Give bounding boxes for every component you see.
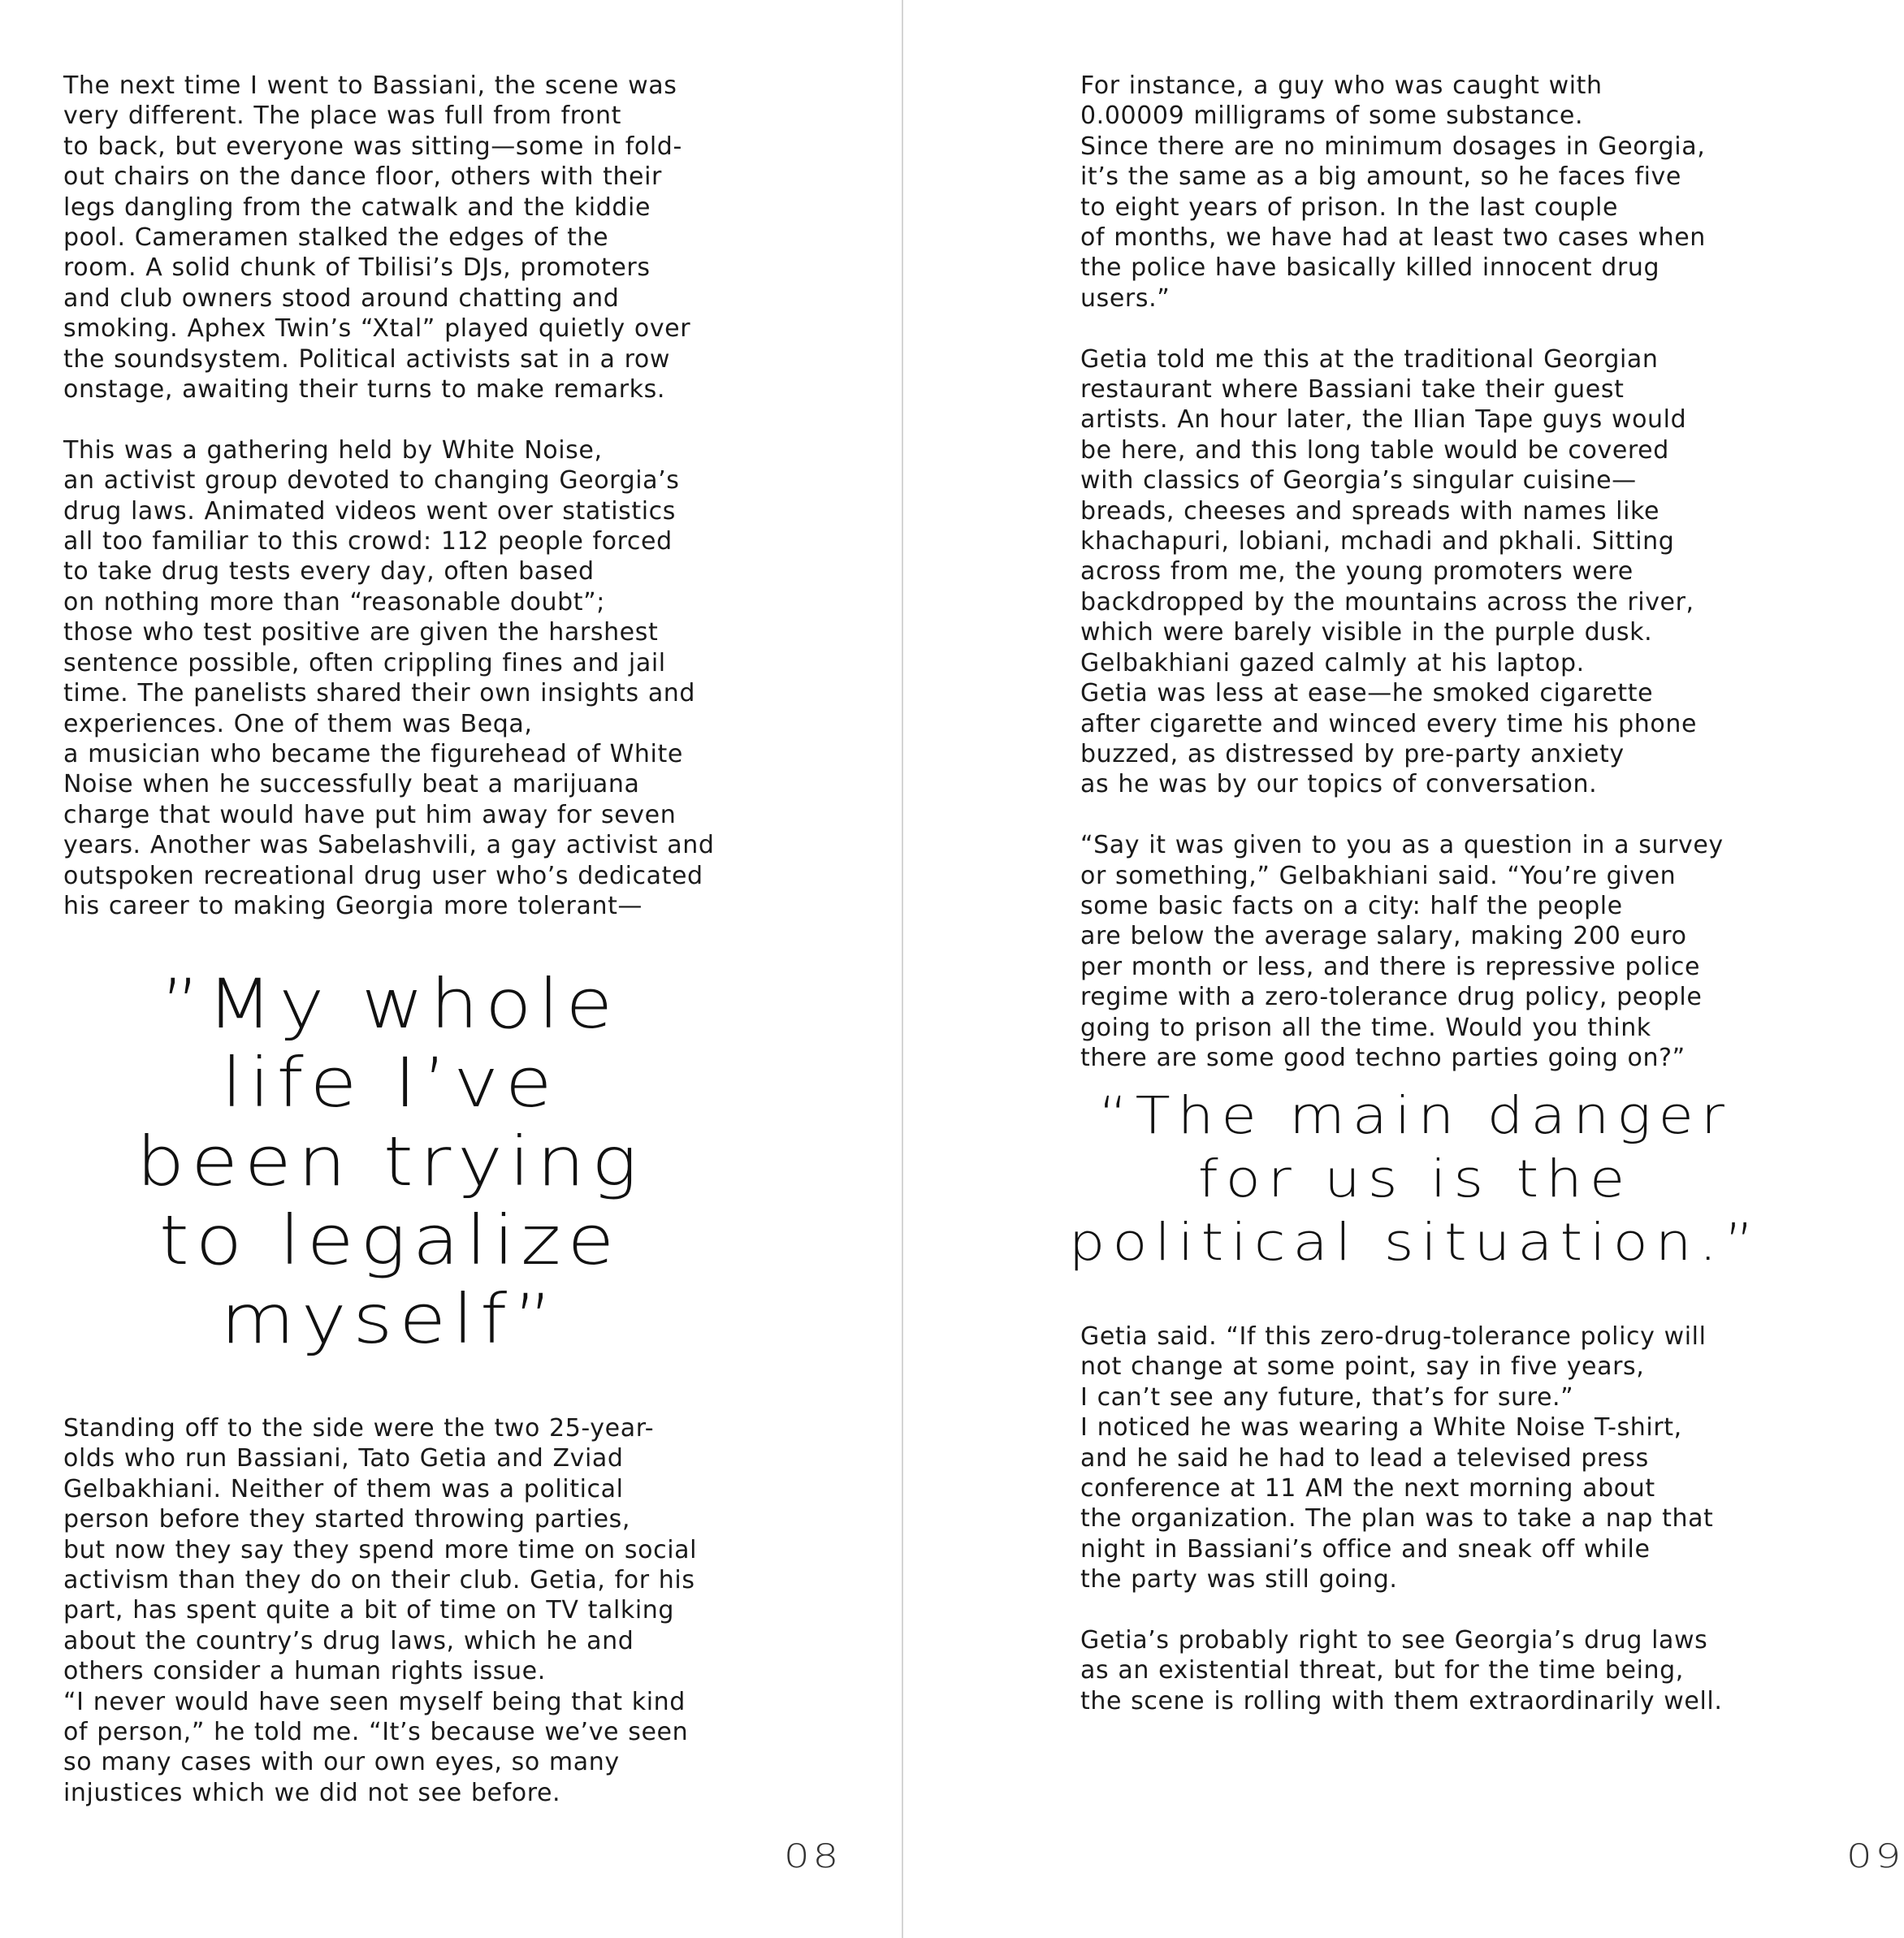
left-column-bottom — [63, 1413, 729, 1808]
paragraph-spacer — [1080, 314, 1755, 344]
right-page — [903, 0, 1904, 1938]
left-paragraph-3: Standing off to the side were the two 25-year- olds who run Bassiani, Tato Getia and Zviad Gelbakhiani. Neither of them was a political person before they started throwing parties, but now they say they spend more time on social activism than they do on their club. Getia, for his part, has spent quite a bit of time on TV talking about the country’s drug laws, which he and others consider a human rights issue. “I never would have seen myself being that kind of person,” he told me. “It’s because we’ve seen so many cases with our own eyes, so many injustices which we did not see before. — [63, 1414, 698, 1807]
left-paragraph-2: This was a gathering held by White Noise, an activist group devoted to changing Georgia’s drug laws. Animated videos went over statistics all too familiar to this crowd: 112 people forced to take drug tests every day, often based on nothing more than “reasonable doubt”; those who test positive are given the harshest sentence possible, often crippling fines and jail time. The panelists shared their own insights and experiences. One of them was Beqa, a musician who became the figurehead of White Noise when he successfully beat a marijuana charge that would have put him away for seven years. Another was Sabelashvili, a gay activist and outspoken recreational drug user who’s dedicated his career to making Georgia more tolerant— — [63, 435, 715, 920]
right-column-bottom — [1080, 1322, 1755, 1716]
page-number-left: 08 — [783, 1838, 842, 1875]
right-column-top — [1080, 71, 1755, 1073]
left-paragraph-1: The next time I went to Bassiani, the scene was very different. The place was full from front to back, but everyone was sitting—some in fold- out chairs on the dance floor, others with their legs dangling from the catwalk and the kiddie pool. Cameramen stalked the edges of the room. A solid chunk of Tbilisi’s DJs, promoters and club owners stood around chatting and smoking. Aphex Twin’s “Xtal” played quietly over the soundsystem. Political activists sat in a row onstage, awaiting their turns to make remarks. — [63, 71, 691, 404]
left-pull-quote: ”My whole life I’ve been trying to legalize myself” — [136, 964, 644, 1359]
paragraph-spacer — [1080, 800, 1755, 830]
right-paragraph-5: Getia’s probably right to see Georgia’s drug laws as an existential threat, but for the time being, the scene is rolling with them extraordinarily well. — [1080, 1626, 1723, 1715]
page-number-right: 09 — [1846, 1838, 1904, 1875]
left-page — [0, 0, 902, 1938]
right-paragraph-1: For instance, a guy who was caught with 0.00009 milligrams of some substance. Since there are no minimum dosages in Georgia, it’s the same as a big amount, so he faces five to eight years of prison. In the last couple of months, we have had at least two cases when the police have basically killed innocent drug users.” — [1080, 71, 1706, 313]
right-paragraph-4: Getia said. “If this zero-drug-tolerance policy will not change at some point, say in five years, I can’t see any future, that’s for sure.” I noticed he was wearing a White Noise T-shirt, and he said he had to lead a televised press conference at 11 AM the next morning about the organization. The plan was to take a nap that night in Bassiani’s office and sneak off while the party was still going. — [1080, 1322, 1714, 1594]
right-paragraph-3: “Say it was given to you as a question in a survey or something,” Gelbakhiani said. “You’re given some basic facts on a city: half the people are below the average salary, making 200 euro per month or less, and there is repressive police regime with a zero-tolerance drug policy, people going to prison all the time. Would you think there are some good techno parties going on?” — [1080, 831, 1724, 1072]
left-column-top — [63, 71, 729, 921]
right-pull-quote: “The main danger for us is the political situation.” — [1068, 1086, 1762, 1272]
right-paragraph-2: Getia told me this at the traditional Georgian restaurant where Bassiani take their guest artists. An hour later, the Ilian Tape guys would be here, and this long table would be covered with classics of Georgia’s singular cuisine— breads, cheeses and spreads with names like khachapuri, lobiani, mchadi and pkhali. Sitting across from me, the young promoters were backdropped by the mountains across the river, which were barely visible in the purple dusk. Gelbakhiani gazed calmly at his laptop. Getia was less at ease—he smoked cigarette after cigarette and winced every time his phone buzzed, as distressed by pre-party anxiety as he was by our topics of conversation. — [1080, 344, 1698, 799]
paragraph-spacer — [1080, 1595, 1755, 1625]
paragraph-spacer — [63, 404, 729, 435]
